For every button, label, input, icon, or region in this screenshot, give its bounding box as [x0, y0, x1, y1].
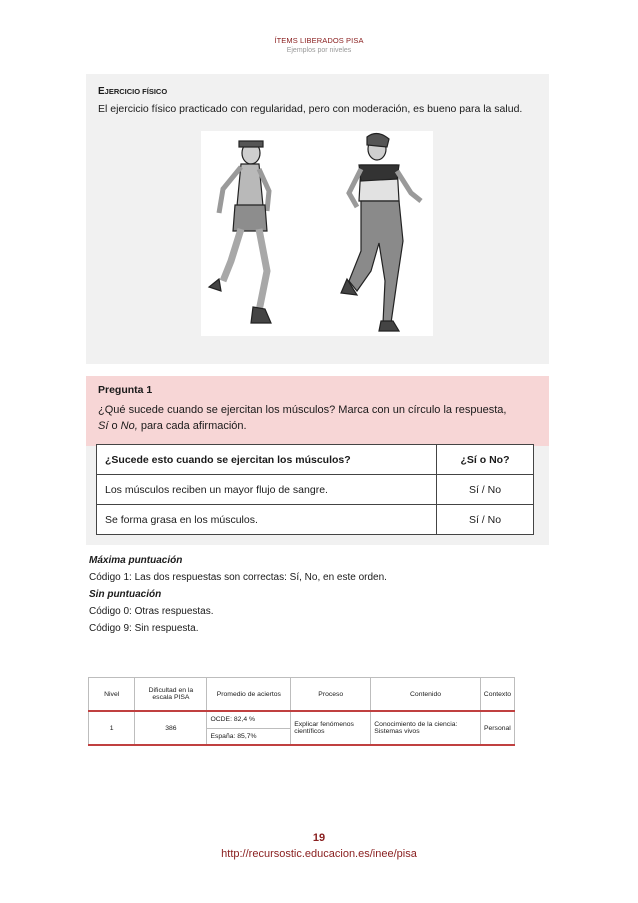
table-row — [97, 505, 534, 535]
info-contexto: Personal — [480, 711, 514, 745]
info-row — [89, 711, 515, 728]
info-header-row — [89, 678, 515, 712]
question-text-no: No, — [120, 420, 138, 432]
question-text-si: Sí — [98, 420, 109, 432]
statement-cell: Se forma grasa en los músculos. — [97, 505, 437, 535]
question-table-header-row — [97, 445, 534, 475]
female-runner-figure — [341, 133, 421, 331]
exercise-title-rest: JERCICIO FÍSICO — [104, 87, 168, 96]
header-subtitle: Ejemplos por niveles — [286, 47, 352, 54]
info-header-dificultad: Dificultad en la escala PISA — [135, 678, 207, 712]
footer-url-link[interactable]: http://recursostic.educacion.es/inee/pisa — [221, 848, 417, 860]
header-title: ÍTEMS LIBERADOS PISA — [274, 36, 364, 45]
question-table-header-statement: ¿Sucede esto cuando se ejercitan los músculos? — [97, 445, 437, 475]
question-table-header-answer: ¿Sí o No? — [437, 445, 534, 475]
exercise-title — [98, 86, 167, 97]
exercise-box — [86, 74, 549, 364]
info-nivel: 1 — [89, 711, 135, 745]
statement-cell: Los músculos reciben un mayor flujo de sangre. — [97, 475, 437, 505]
info-promedio-ocde: OCDE: 82,4 % — [207, 711, 291, 728]
male-runner-figure — [209, 141, 271, 323]
question-text — [98, 402, 538, 434]
code-1: Código 1: Las dos respuestas son correctas: Sí, No, en este orden. — [89, 572, 387, 583]
info-dificultad: 386 — [135, 711, 207, 745]
info-contenido: Conocimiento de la ciencia: Sistemas vivos — [371, 711, 481, 745]
answer-cell[interactable]: Sí / No — [437, 475, 534, 505]
table-row — [97, 475, 534, 505]
question-header — [86, 376, 549, 446]
question-text-end: para cada afirmación. — [137, 420, 247, 432]
code-9: Código 9: Sin respuesta. — [89, 623, 199, 634]
info-promedio-espana: España: 85,7% — [207, 728, 291, 745]
runners-drawing — [201, 131, 433, 336]
page-number: 19 — [312, 832, 326, 844]
item-info-table — [88, 677, 515, 746]
info-header-proceso: Proceso — [291, 678, 371, 712]
no-score-title: Sin puntuación — [89, 589, 162, 600]
info-proceso: Explicar fenómenos científicos — [291, 711, 371, 745]
question-text-o: o — [108, 420, 121, 432]
question-label: Pregunta 1 — [98, 384, 153, 396]
scoring-section — [89, 552, 387, 637]
exercise-text: El ejercicio físico practicado con regularidad, pero con moderación, es bueno para la salud. — [98, 103, 523, 115]
answer-cell[interactable]: Sí / No — [437, 505, 534, 535]
question-table — [96, 444, 534, 535]
max-score-title: Máxima puntuación — [89, 555, 183, 566]
exercise-title-initial: E — [98, 86, 105, 97]
question-text-line1: ¿Qué sucede cuando se ejercitan los músculos? Marca con un círculo la respuesta, — [98, 404, 507, 416]
info-header-promedio: Promedio de aciertos — [207, 678, 291, 712]
info-header-contexto: Contexto — [480, 678, 514, 712]
runners-illustration — [201, 131, 433, 336]
info-header-nivel: Nivel — [89, 678, 135, 712]
info-header-contenido: Contenido — [371, 678, 481, 712]
code-0: Código 0: Otras respuestas. — [89, 606, 214, 617]
